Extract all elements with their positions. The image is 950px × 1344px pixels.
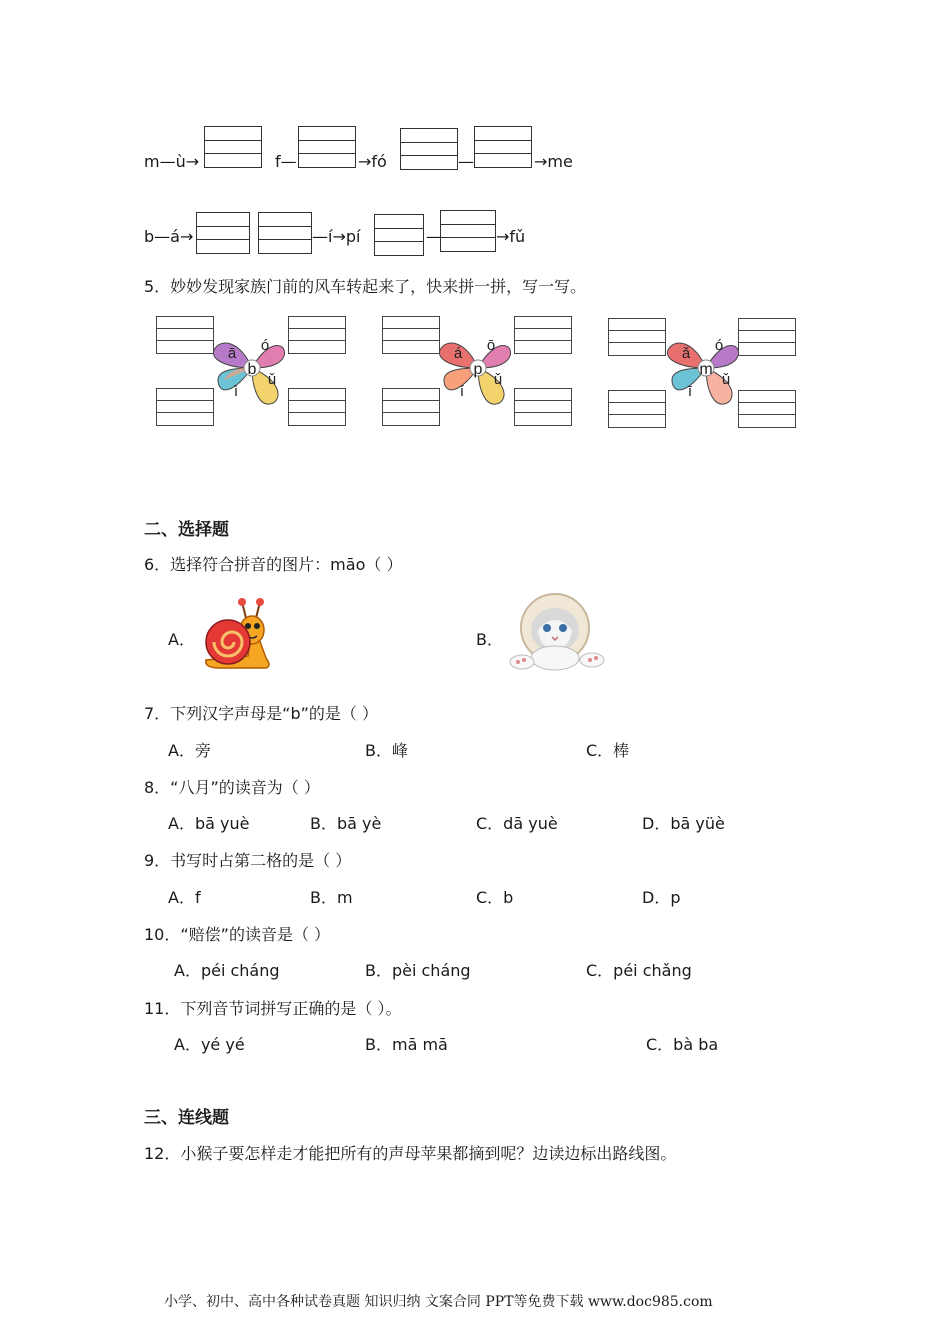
question-5: 5．妙妙发现家族门前的风车转起来了，快来拼一拼，写一写。 bbox=[144, 277, 587, 296]
q8-option-d[interactable]: D．bā yüè bbox=[642, 814, 725, 833]
pinyin-box[interactable] bbox=[374, 214, 424, 256]
row2-text-d: →fǔ bbox=[496, 227, 526, 246]
q9-option-a[interactable]: A．f bbox=[168, 888, 201, 907]
snail-image[interactable] bbox=[200, 596, 272, 672]
row2-text-c: — bbox=[426, 227, 442, 246]
pinwheel-bl: ī bbox=[687, 383, 693, 400]
writing-box[interactable] bbox=[288, 388, 346, 426]
writing-box[interactable] bbox=[608, 390, 666, 428]
pinwheel-tl: ǎ bbox=[681, 345, 691, 362]
cat-image[interactable] bbox=[500, 590, 610, 674]
pinwheel-b bbox=[210, 326, 294, 410]
q9-option-d[interactable]: D．p bbox=[642, 888, 681, 907]
question-6: 6．选择符合拼音的图片：māo（ ） bbox=[144, 555, 403, 574]
q8-option-a[interactable]: A．bā yuè bbox=[168, 814, 250, 833]
pinwheel-m bbox=[664, 326, 748, 410]
q9-option-c[interactable]: C．b bbox=[476, 888, 514, 907]
question-10: 10．“赔偿”的读音是（ ） bbox=[144, 925, 331, 944]
pinwheel-tr: ó bbox=[714, 337, 724, 354]
pinyin-box[interactable] bbox=[440, 210, 496, 252]
row1-text-d: — bbox=[458, 152, 474, 171]
question-11: 11．下列音节词拼写正确的是（ ）。 bbox=[144, 999, 402, 1018]
pinwheel-p bbox=[436, 326, 520, 410]
footer-text: 小学、初中、高中各种试卷真题 知识归纳 文案合同 PPT等免费下载 www.doc985.com bbox=[164, 1294, 713, 1310]
writing-box[interactable] bbox=[156, 388, 214, 426]
pinyin-box[interactable] bbox=[196, 212, 250, 254]
q11-option-b[interactable]: B．mā mā bbox=[365, 1035, 448, 1054]
question-8: 8．“八月”的读音为（ ） bbox=[144, 778, 320, 797]
question-7: 7．下列汉字声母是“b”的是（ ） bbox=[144, 704, 379, 723]
pinyin-box[interactable] bbox=[400, 128, 458, 170]
pinyin-box[interactable] bbox=[474, 126, 532, 168]
q7-option-b[interactable]: B．峰 bbox=[365, 741, 408, 760]
pinwheel-bl: ì bbox=[233, 383, 239, 400]
pinwheel-center: p bbox=[473, 361, 483, 378]
row1-text-a: m—ù→ bbox=[144, 152, 200, 171]
pinwheel-center: b bbox=[247, 361, 257, 378]
q9-option-b[interactable]: B．m bbox=[310, 888, 353, 907]
pinwheel-tr: ó bbox=[260, 337, 270, 354]
pinwheel-tr: ō bbox=[486, 337, 496, 354]
row1-text-b: f— bbox=[275, 152, 297, 171]
pinyin-box[interactable] bbox=[258, 212, 312, 254]
writing-box[interactable] bbox=[382, 316, 440, 354]
q10-option-c[interactable]: C．péi chǎng bbox=[586, 961, 692, 980]
question-9: 9．书写时占第二格的是（ ） bbox=[144, 851, 352, 870]
row1-text-c: →fó bbox=[358, 152, 387, 171]
pinwheel-br: ǔ bbox=[267, 371, 277, 388]
q10-option-b[interactable]: B．pèi cháng bbox=[365, 961, 471, 980]
q8-option-c[interactable]: C．dā yuè bbox=[476, 814, 558, 833]
row1-text-e: →me bbox=[534, 152, 573, 171]
writing-box[interactable] bbox=[514, 388, 572, 426]
section-3-title: 三、连线题 bbox=[144, 1108, 229, 1128]
q6-option-b[interactable]: B． bbox=[476, 630, 503, 649]
pinyin-box[interactable] bbox=[204, 126, 262, 168]
pinwheel-br: ǔ bbox=[493, 371, 503, 388]
pinwheel-br: ǔ bbox=[721, 371, 731, 388]
q7-option-a[interactable]: A．旁 bbox=[168, 741, 211, 760]
question-12: 12．小猴子要怎样走才能把所有的声母苹果都摘到呢？边读边标出路线图。 bbox=[144, 1144, 677, 1163]
writing-box[interactable] bbox=[382, 388, 440, 426]
row2-text-b: —í→pí bbox=[312, 227, 361, 246]
q8-option-b[interactable]: B．bā yè bbox=[310, 814, 382, 833]
q7-option-c[interactable]: C．棒 bbox=[586, 741, 630, 760]
writing-box[interactable] bbox=[156, 316, 214, 354]
row2-text-a: b—á→ bbox=[144, 227, 194, 246]
section-2-title: 二、选择题 bbox=[144, 520, 229, 540]
q11-option-a[interactable]: A．yé yé bbox=[174, 1035, 245, 1054]
pinwheel-center: m bbox=[699, 361, 713, 378]
writing-box[interactable] bbox=[514, 316, 572, 354]
pinwheel-tl: á bbox=[453, 345, 463, 362]
q10-option-a[interactable]: A．péi cháng bbox=[174, 961, 280, 980]
writing-box[interactable] bbox=[608, 318, 666, 356]
pinwheel-tl: ā bbox=[227, 345, 237, 362]
pinwheel-bl: í bbox=[459, 383, 465, 400]
pinyin-box[interactable] bbox=[298, 126, 356, 168]
writing-box[interactable] bbox=[288, 316, 346, 354]
q11-option-c[interactable]: C．bà ba bbox=[646, 1035, 719, 1054]
q6-option-a[interactable]: A． bbox=[168, 630, 195, 649]
